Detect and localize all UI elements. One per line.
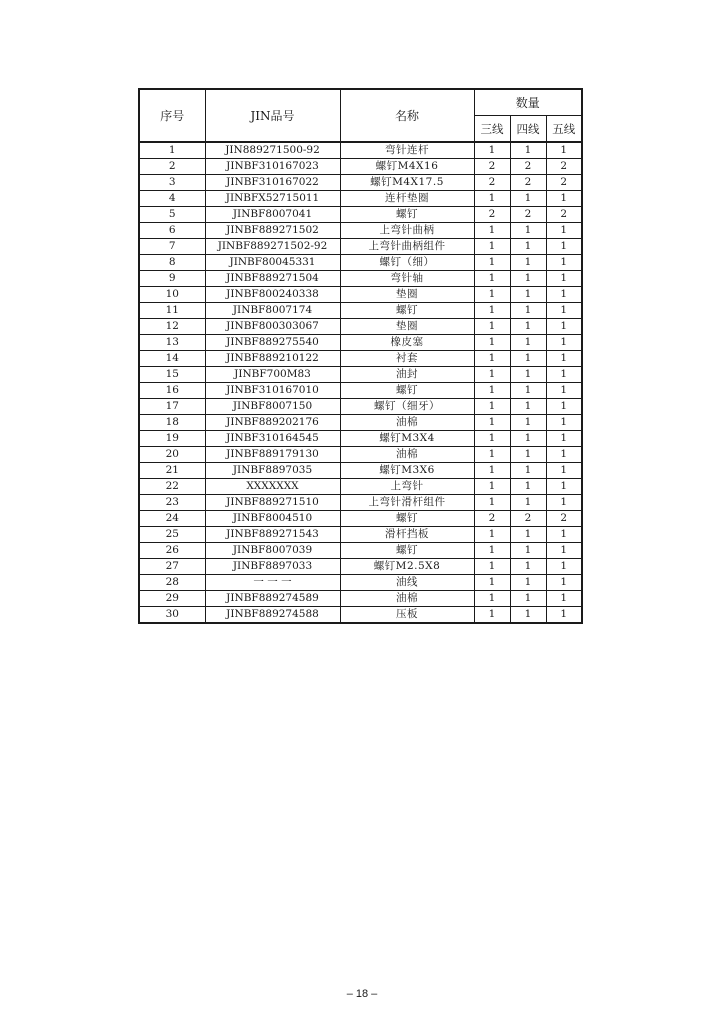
- cell-name: 螺钉: [340, 383, 474, 399]
- cell-seq: 22: [139, 479, 205, 495]
- cell-part-no: JINBF889271502: [205, 223, 340, 239]
- table-row: [139, 303, 582, 319]
- cell-part-no: JINBF889275540: [205, 335, 340, 351]
- cell-name: 垫圈: [340, 319, 474, 335]
- cell-part-no: JINBF889274589: [205, 591, 340, 607]
- cell-qty-five: 1: [546, 415, 582, 431]
- cell-seq: 5: [139, 207, 205, 223]
- cell-qty-five: 1: [546, 319, 582, 335]
- cell-qty-four: 1: [510, 495, 546, 511]
- cell-qty-five: 1: [546, 271, 582, 287]
- cell-name: 螺钉: [340, 207, 474, 223]
- cell-part-no: JINBF310164545: [205, 431, 340, 447]
- cell-name: 连杆垫圈: [340, 191, 474, 207]
- cell-name: 螺钉M3X4: [340, 431, 474, 447]
- cell-part-no: JINBF800303067: [205, 319, 340, 335]
- cell-seq: 13: [139, 335, 205, 351]
- cell-part-no: JIN889271500-92: [205, 142, 340, 159]
- cell-seq: 3: [139, 175, 205, 191]
- parts-table: [138, 88, 583, 624]
- cell-seq: 16: [139, 383, 205, 399]
- cell-name: 螺钉（细）: [340, 255, 474, 271]
- header-four-thread: 四线: [510, 116, 546, 143]
- table-body: [139, 142, 582, 623]
- table-row: [139, 591, 582, 607]
- table-row: [139, 335, 582, 351]
- table-row: [139, 223, 582, 239]
- cell-qty-three: 1: [474, 399, 510, 415]
- cell-name: 油线: [340, 575, 474, 591]
- cell-seq: 14: [139, 351, 205, 367]
- cell-qty-five: 1: [546, 351, 582, 367]
- table-row: [139, 447, 582, 463]
- cell-seq: 28: [139, 575, 205, 591]
- cell-qty-five: 1: [546, 559, 582, 575]
- table-row: [139, 383, 582, 399]
- cell-qty-four: 1: [510, 543, 546, 559]
- table-row: [139, 367, 582, 383]
- cell-qty-five: 1: [546, 223, 582, 239]
- cell-name: 滑杆挡板: [340, 527, 474, 543]
- table-row: [139, 287, 582, 303]
- table-row: [139, 399, 582, 415]
- cell-name: 螺钉（细牙）: [340, 399, 474, 415]
- cell-qty-five: 1: [546, 399, 582, 415]
- cell-name: 螺钉M4X16: [340, 159, 474, 175]
- table-row: [139, 271, 582, 287]
- cell-part-no: JINBF8007174: [205, 303, 340, 319]
- table-row: [139, 207, 582, 223]
- cell-qty-four: 1: [510, 239, 546, 255]
- header-three-thread: 三线: [474, 116, 510, 143]
- cell-qty-four: 1: [510, 591, 546, 607]
- cell-qty-three: 1: [474, 303, 510, 319]
- cell-part-no: JINBF889271504: [205, 271, 340, 287]
- cell-qty-three: 2: [474, 207, 510, 223]
- table-row: [139, 463, 582, 479]
- cell-qty-four: 1: [510, 383, 546, 399]
- cell-qty-four: 2: [510, 175, 546, 191]
- cell-seq: 15: [139, 367, 205, 383]
- cell-part-no: JINBF700M83: [205, 367, 340, 383]
- cell-qty-three: 1: [474, 495, 510, 511]
- cell-seq: 2: [139, 159, 205, 175]
- cell-qty-three: 1: [474, 191, 510, 207]
- header-name: 名称: [340, 89, 474, 142]
- cell-part-no: JINBF310167022: [205, 175, 340, 191]
- cell-qty-five: 1: [546, 527, 582, 543]
- table-row: [139, 575, 582, 591]
- cell-part-no: JINBF8004510: [205, 511, 340, 527]
- header-quantity: 数量: [474, 89, 582, 116]
- cell-qty-three: 1: [474, 335, 510, 351]
- cell-seq: 1: [139, 142, 205, 159]
- cell-name: 螺钉M2.5X8: [340, 559, 474, 575]
- cell-qty-five: 1: [546, 255, 582, 271]
- cell-name: 油棉: [340, 447, 474, 463]
- table-row: [139, 319, 582, 335]
- cell-seq: 10: [139, 287, 205, 303]
- cell-part-no: JINBF8897035: [205, 463, 340, 479]
- cell-qty-four: 1: [510, 287, 546, 303]
- cell-seq: 27: [139, 559, 205, 575]
- table-row: [139, 142, 582, 159]
- cell-qty-five: 1: [546, 495, 582, 511]
- header-seq: 序号: [139, 89, 205, 142]
- cell-seq: 9: [139, 271, 205, 287]
- cell-qty-three: 1: [474, 223, 510, 239]
- cell-qty-three: 2: [474, 175, 510, 191]
- cell-part-no: JINBF889210122: [205, 351, 340, 367]
- cell-part-no: JINBF80045331: [205, 255, 340, 271]
- cell-name: 螺钉: [340, 543, 474, 559]
- cell-name: 弯针连杆: [340, 142, 474, 159]
- cell-part-no: 一 一 一: [205, 575, 340, 591]
- cell-part-no: JINBF889179130: [205, 447, 340, 463]
- cell-seq: 17: [139, 399, 205, 415]
- cell-qty-three: 2: [474, 511, 510, 527]
- cell-part-no: JINBFX52715011: [205, 191, 340, 207]
- cell-qty-three: 1: [474, 591, 510, 607]
- cell-qty-three: 1: [474, 527, 510, 543]
- cell-qty-five: 1: [546, 142, 582, 159]
- cell-qty-four: 1: [510, 271, 546, 287]
- table-row: [139, 479, 582, 495]
- cell-seq: 6: [139, 223, 205, 239]
- cell-qty-three: 1: [474, 559, 510, 575]
- cell-qty-four: 1: [510, 319, 546, 335]
- cell-qty-five: 1: [546, 575, 582, 591]
- cell-part-no: JINBF889271510: [205, 495, 340, 511]
- cell-qty-three: 1: [474, 255, 510, 271]
- cell-seq: 7: [139, 239, 205, 255]
- cell-name: 油棉: [340, 415, 474, 431]
- cell-qty-three: 1: [474, 415, 510, 431]
- cell-qty-three: 2: [474, 159, 510, 175]
- cell-qty-three: 1: [474, 543, 510, 559]
- cell-name: 螺钉: [340, 303, 474, 319]
- cell-name: 垫圈: [340, 287, 474, 303]
- cell-qty-four: 1: [510, 142, 546, 159]
- cell-seq: 11: [139, 303, 205, 319]
- cell-qty-four: 1: [510, 367, 546, 383]
- cell-qty-three: 1: [474, 607, 510, 624]
- cell-name: 油封: [340, 367, 474, 383]
- cell-qty-five: 1: [546, 543, 582, 559]
- table-row: [139, 559, 582, 575]
- cell-name: 衬套: [340, 351, 474, 367]
- cell-name: 弯针轴: [340, 271, 474, 287]
- cell-part-no: JINBF800240338: [205, 287, 340, 303]
- cell-qty-five: 1: [546, 367, 582, 383]
- cell-qty-five: 1: [546, 303, 582, 319]
- cell-qty-five: 2: [546, 207, 582, 223]
- cell-qty-three: 1: [474, 142, 510, 159]
- cell-qty-five: 1: [546, 431, 582, 447]
- cell-seq: 4: [139, 191, 205, 207]
- cell-qty-five: 1: [546, 447, 582, 463]
- cell-qty-four: 1: [510, 607, 546, 624]
- cell-name: 橡皮塞: [340, 335, 474, 351]
- cell-name: 螺钉: [340, 511, 474, 527]
- table-row: [139, 431, 582, 447]
- cell-qty-three: 1: [474, 367, 510, 383]
- cell-name: 上弯针: [340, 479, 474, 495]
- cell-seq: 20: [139, 447, 205, 463]
- table-row: [139, 495, 582, 511]
- cell-name: 螺钉M4X17.5: [340, 175, 474, 191]
- header-part-no: JIN品号: [205, 89, 340, 142]
- header-five-thread: 五线: [546, 116, 582, 143]
- cell-qty-four: 1: [510, 351, 546, 367]
- cell-name: 上弯针曲柄: [340, 223, 474, 239]
- cell-qty-four: 1: [510, 415, 546, 431]
- cell-qty-four: 1: [510, 335, 546, 351]
- cell-part-no: JINBF8007150: [205, 399, 340, 415]
- cell-qty-five: 2: [546, 511, 582, 527]
- cell-qty-five: 1: [546, 463, 582, 479]
- cell-qty-three: 1: [474, 319, 510, 335]
- cell-name: 螺钉M3X6: [340, 463, 474, 479]
- cell-name: 上弯针曲柄组件: [340, 239, 474, 255]
- cell-part-no: XXXXXXX: [205, 479, 340, 495]
- cell-qty-three: 1: [474, 351, 510, 367]
- cell-qty-four: 1: [510, 399, 546, 415]
- cell-qty-five: 1: [546, 383, 582, 399]
- cell-qty-three: 1: [474, 431, 510, 447]
- table-row: [139, 175, 582, 191]
- cell-qty-four: 2: [510, 511, 546, 527]
- cell-qty-four: 2: [510, 159, 546, 175]
- table-row: [139, 415, 582, 431]
- cell-seq: 12: [139, 319, 205, 335]
- cell-seq: 24: [139, 511, 205, 527]
- cell-name: 压板: [340, 607, 474, 624]
- table-row: [139, 527, 582, 543]
- cell-qty-three: 1: [474, 287, 510, 303]
- cell-qty-three: 1: [474, 447, 510, 463]
- cell-qty-four: 1: [510, 527, 546, 543]
- cell-qty-five: 1: [546, 479, 582, 495]
- cell-part-no: JINBF8007039: [205, 543, 340, 559]
- table-row: [139, 607, 582, 624]
- cell-qty-five: 1: [546, 287, 582, 303]
- cell-qty-four: 1: [510, 479, 546, 495]
- page-number: – 18 –: [346, 988, 378, 1000]
- cell-part-no: JINBF889271502-92: [205, 239, 340, 255]
- cell-qty-four: 1: [510, 447, 546, 463]
- cell-seq: 26: [139, 543, 205, 559]
- cell-qty-three: 1: [474, 383, 510, 399]
- table-row: [139, 511, 582, 527]
- cell-qty-five: 1: [546, 335, 582, 351]
- cell-seq: 30: [139, 607, 205, 624]
- cell-seq: 21: [139, 463, 205, 479]
- cell-qty-four: 1: [510, 559, 546, 575]
- cell-qty-four: 1: [510, 463, 546, 479]
- table-row: [139, 543, 582, 559]
- table-row: [139, 351, 582, 367]
- table-header-row: [139, 89, 582, 116]
- table-row: [139, 191, 582, 207]
- cell-qty-five: 1: [546, 239, 582, 255]
- cell-part-no: JINBF889202176: [205, 415, 340, 431]
- cell-qty-five: 1: [546, 591, 582, 607]
- table-row: [139, 239, 582, 255]
- cell-name: 油棉: [340, 591, 474, 607]
- table-row: [139, 159, 582, 175]
- cell-qty-three: 1: [474, 271, 510, 287]
- cell-qty-three: 1: [474, 479, 510, 495]
- cell-qty-four: 1: [510, 255, 546, 271]
- cell-qty-three: 1: [474, 463, 510, 479]
- cell-qty-four: 2: [510, 207, 546, 223]
- cell-qty-five: 1: [546, 607, 582, 624]
- cell-part-no: JINBF8897033: [205, 559, 340, 575]
- cell-qty-four: 1: [510, 431, 546, 447]
- cell-part-no: JINBF889274588: [205, 607, 340, 624]
- cell-seq: 29: [139, 591, 205, 607]
- cell-qty-three: 1: [474, 575, 510, 591]
- cell-seq: 8: [139, 255, 205, 271]
- cell-part-no: JINBF310167023: [205, 159, 340, 175]
- cell-qty-four: 1: [510, 575, 546, 591]
- table-row: [139, 255, 582, 271]
- cell-seq: 19: [139, 431, 205, 447]
- cell-qty-five: 2: [546, 175, 582, 191]
- cell-qty-five: 1: [546, 191, 582, 207]
- cell-qty-four: 1: [510, 223, 546, 239]
- cell-qty-three: 1: [474, 239, 510, 255]
- cell-name: 上弯针滑杆组件: [340, 495, 474, 511]
- cell-part-no: JINBF310167010: [205, 383, 340, 399]
- cell-part-no: JINBF889271543: [205, 527, 340, 543]
- cell-part-no: JINBF8007041: [205, 207, 340, 223]
- cell-seq: 18: [139, 415, 205, 431]
- cell-seq: 23: [139, 495, 205, 511]
- cell-qty-four: 1: [510, 303, 546, 319]
- cell-seq: 25: [139, 527, 205, 543]
- cell-qty-five: 2: [546, 159, 582, 175]
- cell-qty-four: 1: [510, 191, 546, 207]
